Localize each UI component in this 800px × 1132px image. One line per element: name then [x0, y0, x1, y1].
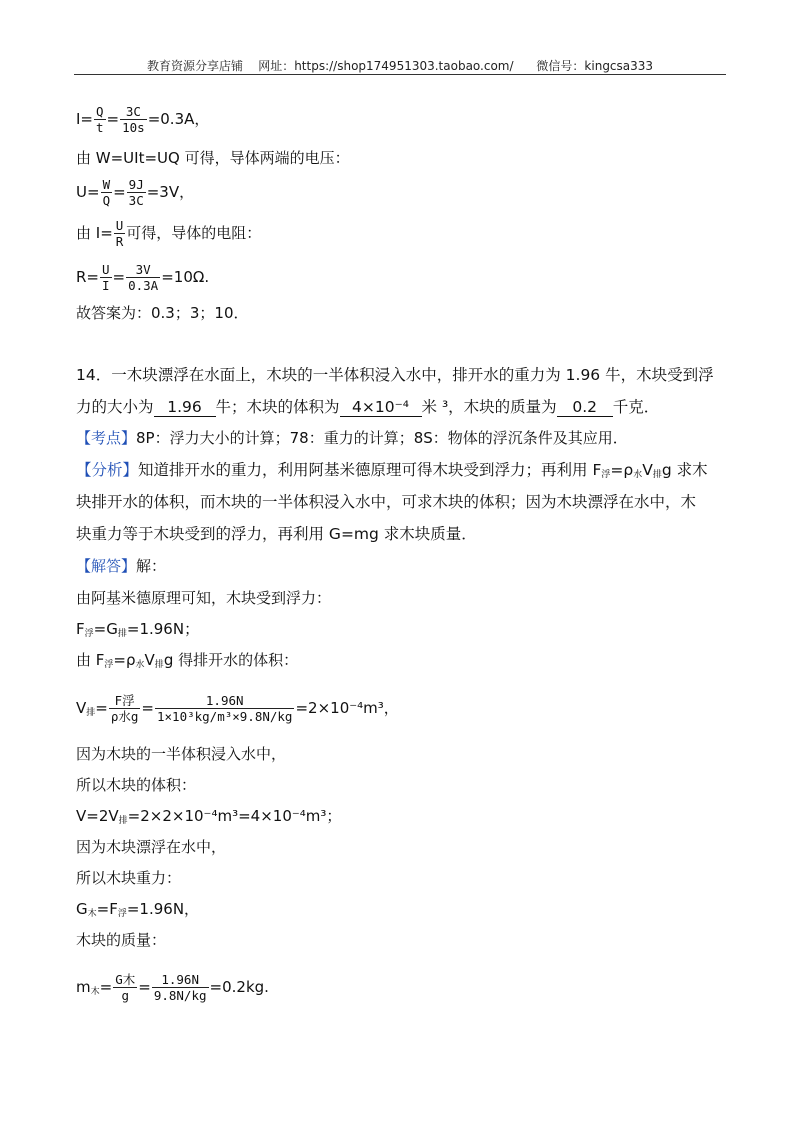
q14-text-a: 力的大小为: [76, 398, 154, 416]
fraction-u-over-i: [100, 262, 112, 293]
kaodian-text: 8P：浮力大小的计算；78：重力的计算；8S：物体的浮沉条件及其应用．: [136, 429, 628, 447]
formula-text: g 得排开水的体积：: [163, 651, 299, 669]
fenxi-text: 知道排开水的重力，利用阿基米德原理可得木块受到浮力；再利用 F: [138, 461, 602, 479]
fraction-numerator: 3V: [126, 262, 160, 278]
solution-line: [76, 650, 298, 675]
ohm-pre: 由 I=: [76, 224, 113, 242]
subscript: 木: [90, 987, 100, 997]
formula-text: 由 F: [76, 651, 105, 669]
fraction-denominator: g: [121, 988, 129, 1003]
fraction-numerator: W: [102, 177, 111, 192]
jieda-tag: 【解答】: [76, 557, 137, 575]
fraction-3v-over-0.3a: [126, 262, 160, 293]
answer-blank-buoyancy: 1.96: [154, 398, 216, 417]
formula-text: =ρ: [113, 651, 136, 669]
formula-result: =2×10⁻⁴m³，: [295, 699, 399, 717]
text-line: 由 W=UIt=UQ 可得，导体两端的电压：: [76, 149, 350, 167]
fraction-denominator: 0.3A: [128, 278, 159, 293]
formula-text: V: [144, 651, 155, 669]
jieda-line: [76, 556, 166, 576]
formula-text: =F: [96, 900, 118, 918]
subscript: 浮: [84, 629, 94, 639]
fraction-numeric: [155, 693, 294, 724]
current-result: =0.3A，: [147, 110, 210, 128]
solution-line: 木块的质量：: [76, 931, 167, 949]
solution-line: [76, 619, 199, 644]
mass-calc-line: [76, 972, 269, 1003]
equals-sign: =: [99, 978, 113, 996]
equals-sign: =: [112, 268, 126, 286]
fraction-numerator: U: [102, 262, 110, 277]
solution-line: 所以木块重力：: [76, 869, 182, 887]
answer-line-13: 故答案为：0.3；3；10．: [76, 304, 249, 322]
fenxi-text: =ρ: [610, 461, 634, 479]
subscript: 水: [135, 660, 145, 670]
formula-text: V=2V: [76, 807, 119, 825]
fraction-denominator: ρ水g: [110, 709, 139, 724]
fraction-w-over-q: [101, 177, 113, 208]
formula-text: V: [76, 699, 87, 717]
solution-line: [76, 899, 199, 924]
voltage-result: =3V，: [146, 183, 195, 201]
fenxi-line-3: 块重力等于木块受到的浮力，再利用 G=mg 求木块质量．: [76, 525, 477, 543]
fraction-q-over-t: [94, 104, 106, 135]
solution-line: [76, 806, 341, 831]
q14-text-c: 米 ³，木块的质量为: [421, 398, 557, 416]
kaodian-tag: 【考点】: [76, 429, 137, 447]
header-divider: [74, 74, 726, 75]
fraction-denominator: 10s: [122, 120, 145, 135]
fraction-denominator: R: [115, 234, 124, 249]
current-calc-line: [76, 104, 209, 135]
fraction-g-over-g: [113, 972, 137, 1003]
answer-blank-volume: 4×10⁻⁴: [340, 398, 422, 417]
fraction-numerator: U: [115, 218, 124, 233]
fraction-numerator: G木: [115, 972, 136, 987]
resistance-result: =10Ω.: [161, 268, 210, 286]
question-14-line-1: 14．一木块漂浮在水面上，木块的一半体积浸入水中，排开水的重力为 1.96 牛，木块受到浮: [76, 366, 714, 384]
fraction-numerator: Q: [96, 104, 104, 119]
fraction-denominator: t: [96, 120, 104, 135]
solution-line: 所以木块的体积：: [76, 776, 197, 794]
equals-sign: =: [95, 699, 108, 717]
formula-text: G: [76, 900, 88, 918]
solution-line: 因为木块漂浮在水中，: [76, 838, 227, 856]
question-14-line-2: [76, 397, 659, 417]
formula-text: =G: [93, 620, 118, 638]
ohm-post: 可得，导体的电阻：: [126, 224, 262, 242]
subscript: 水: [633, 470, 643, 480]
subscript: 木: [87, 909, 97, 919]
fraction-9j-over-3c: [127, 177, 146, 208]
subscript: 浮: [601, 470, 611, 480]
equals-sign: =: [138, 978, 151, 996]
fraction-denominator: Q: [102, 193, 111, 208]
fenxi-text: V: [642, 461, 653, 479]
resistance-calc-line: [76, 262, 209, 293]
fraction-numerator: 1.96N: [155, 693, 294, 709]
fraction-numerator: 3C: [120, 104, 147, 120]
fraction-denominator: 3C: [128, 193, 144, 208]
solution-line: 由阿基米德原理可知，木块受到浮力：: [76, 589, 332, 607]
kaodian-line: [76, 428, 628, 448]
subscript: 排: [117, 629, 127, 639]
subscript: 排: [652, 470, 662, 480]
fraction-numerator: F浮: [109, 693, 141, 709]
fraction-denominator: 9.8N/kg: [153, 988, 207, 1003]
fraction-numerator: 9J: [128, 177, 144, 192]
q14-text-b: 牛；木块的体积为: [215, 398, 340, 416]
fraction-u-over-r: [114, 218, 126, 249]
subscript: 浮: [104, 660, 114, 670]
solution-line: 因为木块的一半体积浸入水中，: [76, 745, 287, 763]
fraction-numeric: [152, 972, 209, 1003]
fraction-f-over-rho-g: [109, 693, 141, 724]
subscript: 排: [154, 660, 164, 670]
equals-sign: =: [141, 699, 154, 717]
formula-text: =1.96N，: [126, 900, 200, 918]
fraction-3c-over-10s: [120, 104, 147, 135]
fenxi-text: g 求木: [661, 461, 708, 479]
equals-sign: =: [113, 183, 126, 201]
equals-sign: =: [106, 110, 120, 128]
formula-text: m: [76, 978, 91, 996]
formula-text: =2×2×10⁻⁴m³=4×10⁻⁴m³；: [127, 807, 342, 825]
q14-text-d: 千克．: [612, 398, 660, 416]
voltage-lhs: U=: [76, 183, 100, 201]
fraction-numerator: 1.96N: [152, 972, 209, 988]
page-header: 教育资源分享店铺 网址：https://shop174951303.taobao.com/ 微信号：kingcsa333: [146, 59, 654, 73]
subscript: 排: [86, 708, 96, 718]
ohm-law-line: [76, 218, 261, 249]
voltage-calc-line: [76, 177, 194, 208]
answer-blank-mass: 0.2: [557, 398, 613, 417]
current-lhs: I=: [76, 110, 93, 128]
fraction-denominator: 1×10³kg/m³×9.8N/kg: [157, 709, 293, 724]
volume-displaced-calc-line: [76, 693, 399, 724]
resistance-lhs: R=: [76, 268, 99, 286]
formula-text: F: [76, 620, 85, 638]
fraction-denominator: I: [102, 278, 110, 293]
subscript: 排: [118, 816, 128, 826]
formula-result: =0.2kg.: [209, 978, 269, 996]
fenxi-line-2: 块排开水的体积，而木块的一半体积浸入水中，可求木块的体积；因为木块漂浮在水中，木: [76, 493, 697, 511]
fenxi-line-1: [76, 460, 708, 485]
subscript: 浮: [117, 909, 127, 919]
fenxi-tag: 【分析】: [76, 461, 139, 479]
jieda-text: 解：: [136, 557, 167, 575]
formula-text: =1.96N；: [126, 620, 200, 638]
